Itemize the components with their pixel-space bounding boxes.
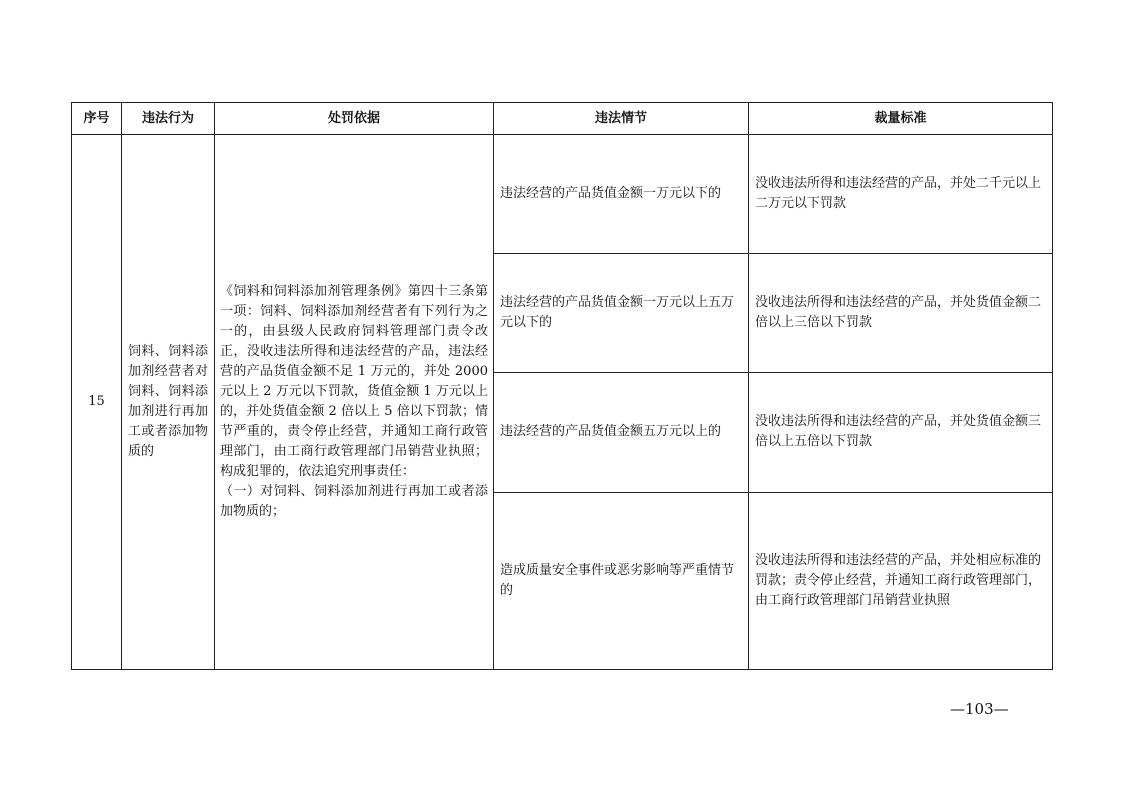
- standard-cell: 没收违法所得和违法经营的产品，并处货值金额二倍以上三倍以下罚款: [749, 254, 1053, 373]
- violation-cell: 饲料、饲料添加剂经营者对饲料、饲料添加剂进行再加工或者添加物质的: [122, 135, 215, 670]
- basis-paragraph: 《饲料和饲料添加剂管理条例》第四十三条第一项：饲料、饲料添加剂经营者有下列行为之一的，由县级人民政府饲料管理部门责令改正，没收违法所得和违法经营的产品，违法经营的产品货值金额不足 1 万元的，并处 2000 元以上 2 万元以下罚款，货值金额 1 万元以上的，并处货值金额 2 倍以上 5 倍以下罚款；情节严重的，责令停止经营，并通知工商行政管理部门，由工商行政管理部门吊销营业执照；构成犯罪的，依法追究刑事责任：: [220, 284, 488, 479]
- circumstance-cell: 违法经营的产品货值金额一万元以下的: [494, 135, 749, 254]
- header-row: [72, 103, 1053, 135]
- penalty-table: [71, 102, 1053, 670]
- circumstance-cell: 违法经营的产品货值金额五万元以上的: [494, 373, 749, 492]
- header-violation: 违法行为: [122, 103, 215, 135]
- page-number: —103—: [950, 700, 1009, 718]
- standard-cell: 没收违法所得和违法经营的产品，并处相应标准的罚款；责令停止经营，并通知工商行政管理部门，由工商行政管理部门吊销营业执照: [749, 492, 1053, 669]
- table-row: [72, 135, 1053, 254]
- header-standard: 裁量标准: [749, 103, 1053, 135]
- basis-item: （一）对饲料、饲料添加剂进行再加工或者添加物质的；: [220, 484, 488, 519]
- header-circumstance: 违法情节: [494, 103, 749, 135]
- standard-cell: 没收违法所得和违法经营的产品，并处二千元以上二万元以下罚款: [749, 135, 1053, 254]
- header-number: 序号: [72, 103, 122, 135]
- circumstance-cell: 造成质量安全事件或恶劣影响等严重情节的: [494, 492, 749, 669]
- header-basis: 处罚依据: [215, 103, 494, 135]
- standard-cell: 没收违法所得和违法经营的产品，并处货值金额三倍以上五倍以下罚款: [749, 373, 1053, 492]
- circumstance-cell: 违法经营的产品货值金额一万元以上五万元以下的: [494, 254, 749, 373]
- row-number: 15: [72, 135, 122, 670]
- basis-cell: [215, 135, 494, 670]
